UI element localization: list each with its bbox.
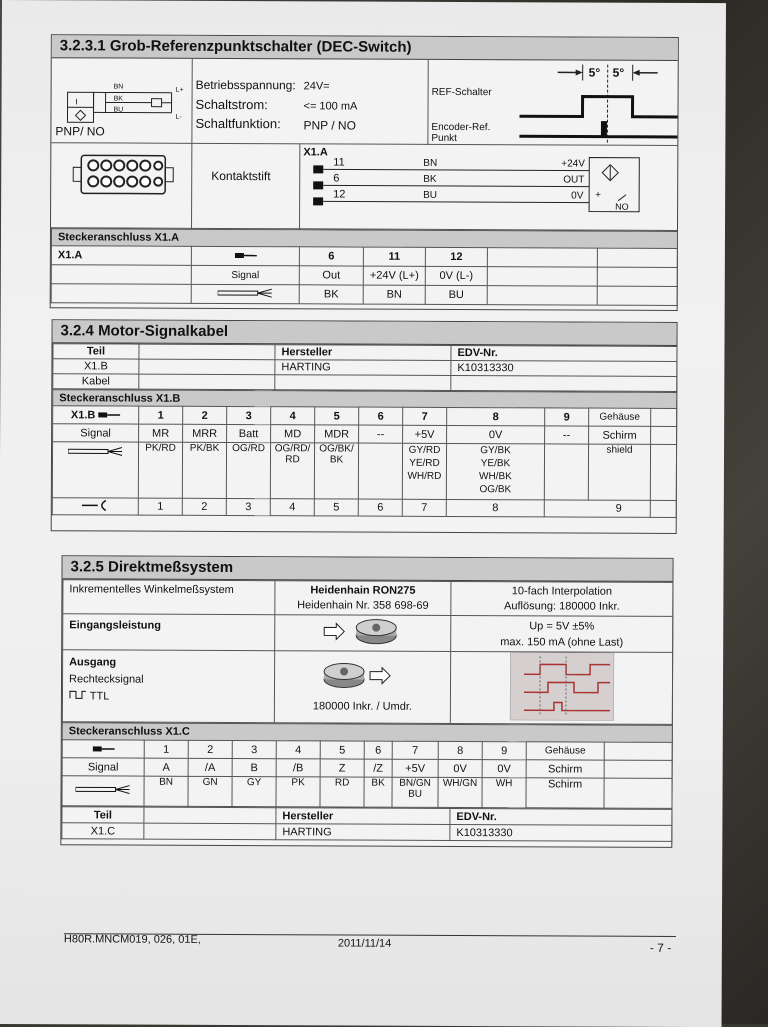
parts-hdr-edv: EDV-Nr. (451, 345, 677, 361)
lplus-label: L+ (176, 87, 184, 94)
x1c-color: Schirm (526, 778, 604, 808)
current-label: Schaltstrom: (196, 97, 268, 112)
plug-icon (92, 744, 114, 752)
section-title: 3.2.3.1 Grob-Referenzpunktschalter (DEC-Switch) (52, 35, 678, 61)
x1b-color: GY/BK YE/BK WH/BK OG/BK (446, 443, 544, 499)
x1b-color-empty (358, 443, 402, 499)
sensor-plus-label: + (595, 190, 601, 201)
pin-11-label: 11 (333, 156, 344, 168)
x1b-pin: 1 (139, 406, 183, 424)
x1b-bottom-pin: 3 (226, 498, 270, 515)
parts-hdr-empty (139, 344, 275, 360)
x1a-connector-header: Steckeranschluss X1.A (51, 229, 677, 249)
x1a-connector-table (51, 228, 677, 306)
x1c-pin: 8 (438, 741, 482, 759)
x1a-signal-label: Signal (191, 265, 299, 284)
lminus-label: L- (175, 114, 181, 121)
x1c-color: BK (364, 777, 392, 807)
pin-6-color: BK (423, 174, 436, 185)
x1c-pin: 2 (188, 740, 232, 758)
x1a-color-bu: BU (425, 285, 487, 304)
cable-icon-cell (191, 284, 299, 303)
x1b-signal: 0V (447, 425, 545, 443)
function-value: PNP / NO (303, 118, 356, 132)
output-image-cell (274, 651, 450, 724)
x1a-empty-cell (487, 248, 597, 267)
x1b-pins-label-cell (53, 406, 139, 424)
motor-cable-parts-table (52, 343, 677, 392)
x1c-signal-label: Signal (62, 758, 144, 776)
connector-pins-icon (51, 143, 191, 228)
plug-icon-cell (62, 740, 144, 758)
x1c-signal: +5V (392, 759, 438, 777)
section-dec-switch (50, 34, 679, 311)
x1a-signal-0v: 0V (L-) (425, 266, 487, 285)
x1b-color: OG/RD (226, 442, 270, 498)
x1b-pin: 6 (359, 407, 403, 425)
x1a-pin-11: 11 (363, 247, 425, 266)
section-title: 3.2.5 Direktmeßsystem (62, 556, 672, 582)
resolution-label: Auflösung: 180000 Inkr. (453, 598, 670, 614)
x1b-pin: 7 (403, 407, 447, 425)
cable-icon (75, 784, 131, 794)
x1c-pin: 4 (276, 741, 320, 759)
switch-specs-cell (191, 59, 428, 145)
x1c-connector-header: Steckeranschluss X1.C (62, 723, 672, 743)
x1b-pin: 8 (447, 407, 545, 425)
x1b-pin: 5 (315, 407, 359, 425)
x1b-color: OG/RD/ RD (270, 443, 314, 499)
parts-empty (275, 375, 451, 391)
measuring-system-table (62, 579, 674, 725)
x1c-pin: 1 (144, 740, 188, 758)
x1b-signal: Schirm (589, 426, 651, 444)
signal-diagram-cell (450, 651, 672, 724)
encoder-point-label: Punkt (431, 133, 457, 144)
square-wave-icon (69, 689, 87, 699)
x1a-empty-cell (597, 286, 677, 305)
x1c-color: WH (482, 778, 526, 808)
sensor-0v-label: 0V (571, 190, 583, 201)
parts-hdr-hersteller: Hersteller (276, 808, 450, 825)
wire-bn-label: BN (114, 83, 124, 90)
x1b-pin: 9 (545, 408, 589, 426)
x1c-empty (604, 778, 672, 808)
encoder-output-icon (317, 661, 407, 691)
x1b-empty (650, 500, 676, 517)
part-x1b-edv: K10313330 (451, 360, 677, 376)
ttl-label: TTL (90, 690, 110, 702)
pin-6-label: 6 (333, 172, 339, 184)
x1a-color-bk: BK (299, 285, 363, 304)
x1c-pin: 3 (232, 741, 276, 759)
part-x1c-edv: K10313330 (450, 824, 672, 841)
function-label: Schaltfunktion: (195, 116, 280, 131)
cable-icon-cell (62, 776, 144, 806)
x1c-color: GY (232, 777, 276, 807)
input-image-cell (275, 615, 451, 652)
x1b-signal: MDR (315, 425, 359, 443)
parts-empty (451, 375, 677, 391)
x1c-signal: Schirm (526, 760, 604, 778)
x1c-signal: /A (188, 758, 232, 776)
x1c-empty (604, 760, 672, 778)
parts-hdr-empty (144, 807, 276, 824)
part-x1b-manufacturer: HARTING (275, 360, 451, 376)
interpolation-cell (451, 581, 673, 616)
x1c-signal: B (232, 759, 276, 777)
x1b-pin-housing: Gehäuse (589, 408, 651, 426)
pin-12-label: 12 (333, 188, 345, 200)
plug-icon-cell (191, 246, 299, 265)
parts-empty (144, 823, 276, 840)
x1c-signal: /Z (364, 759, 392, 777)
parts-hdr-edv: EDV-Nr. (450, 808, 672, 825)
x1b-signal: -- (545, 426, 589, 444)
switch-schematic-cell (51, 58, 192, 144)
section-direct-measuring (60, 555, 673, 848)
x1a-color-bn: BN (363, 285, 425, 304)
supply-voltage: Up = 5V ±5% (453, 617, 670, 634)
x1a-pin-6: 6 (299, 247, 363, 266)
x1b-color: PK/RD (138, 442, 182, 498)
x1c-color: BN/GN BU (392, 777, 438, 807)
x1c-color: GN (188, 776, 232, 806)
x1c-pin: 9 (482, 742, 526, 760)
ttl-cell (69, 688, 272, 706)
connector-image-cell (51, 143, 192, 229)
x1a-pin-12: 12 (425, 247, 487, 266)
x1b-bottom-pin: 8 (446, 499, 544, 516)
x1b-pin: 3 (227, 406, 271, 424)
x1b-signal: MRR (183, 424, 227, 442)
output-label: Ausgang (69, 654, 272, 672)
x1b-signal-label: Signal (53, 424, 139, 442)
x1b-signal: MD (271, 425, 315, 443)
ref-switch-label: REF-Schalter (432, 87, 492, 98)
contact-pin-label: Kontaktstift (211, 169, 270, 183)
x1b-signal: +5V (403, 425, 447, 443)
part-x1c: X1.C (62, 823, 144, 839)
x1c-pin-housing: Gehäuse (526, 742, 604, 760)
x1b-color: GY/RD YE/RD WH/RD (402, 443, 446, 499)
parts-hdr-hersteller: Hersteller (275, 345, 451, 361)
footer-page-number: - 7 - (650, 941, 671, 955)
increments-label: 180000 Inkr. / Umdr. (277, 700, 448, 713)
x1b-pins-label: X1.B (71, 409, 96, 421)
parts-hdr-teil: Teil (62, 807, 144, 823)
timing-cell (427, 60, 677, 146)
encoder-model: Heidenhain RON275 (277, 583, 448, 599)
section-title: 3.2.4 Motor-Signalkabel (53, 320, 677, 346)
x1c-color: WH/GN (438, 777, 482, 807)
wiring-cell (299, 144, 677, 231)
sensor-out-label: OUT (563, 174, 584, 185)
plug-icon (98, 410, 120, 418)
x1b-color: OG/BK/ BK (314, 443, 358, 499)
plug-icon (234, 251, 256, 259)
x1a-empty-cell (597, 267, 677, 286)
x1b-bottom-pin: 7 (402, 499, 446, 516)
x1b-connector-header: Steckeranschluss X1.B (53, 390, 677, 409)
degree-label-2: 5° (613, 66, 625, 80)
part-cable: Kabel (53, 374, 139, 389)
x1c-color: RD (320, 777, 364, 807)
x1c-signal: Z (320, 759, 364, 777)
x1c-signal: /B (276, 759, 320, 777)
contact-pin-cell (191, 144, 300, 229)
footer-doc-id: H80R.MNCM019, 026, 01E, (64, 933, 201, 946)
current-value: <= 100 mA (304, 100, 358, 112)
x1b-empty (650, 444, 676, 500)
solder-icon-cell (52, 498, 138, 515)
sensor-24v-label: +24V (561, 158, 585, 169)
parts-empty (139, 359, 275, 375)
part-x1c-manufacturer: HARTING (276, 824, 450, 841)
pin-11-color: BN (423, 158, 437, 169)
timing-diagram (427, 60, 677, 145)
x1b-bottom-pin: 2 (182, 498, 226, 515)
supply-value: 24V= (304, 80, 330, 92)
parts-empty (139, 374, 275, 390)
x1c-color: PK (276, 777, 320, 807)
sensor-no-label: NO (615, 202, 629, 212)
x1c-signal: 0V (482, 760, 526, 778)
output-cell (62, 650, 274, 723)
x1b-color-empty (544, 444, 588, 500)
footer-date: 2011/11/14 (338, 937, 391, 949)
x1b-pin: 2 (183, 406, 227, 424)
x1a-signal-24v: +24V (L+) (363, 266, 425, 285)
parts-hdr-teil: Teil (53, 344, 139, 359)
x1a-empty-cell (487, 267, 597, 286)
svg-text:I: I (76, 97, 78, 106)
x1b-pin: 4 (271, 407, 315, 425)
degree-label-1: 5° (589, 66, 601, 80)
x1a-label: X1.A (303, 146, 328, 158)
part-x1b: X1.B (53, 359, 139, 374)
encoder-ref-label: Encoder-Ref. (431, 122, 490, 133)
section-motor-signal-cable (51, 319, 678, 534)
x1c-pin: 7 (392, 741, 438, 759)
encoder-part-no: Heidenhain Nr. 358 698-69 (277, 598, 448, 614)
x1b-signal: MR (139, 424, 183, 442)
x1b-signal: -- (359, 425, 403, 443)
x1a-signal-out: Out (299, 266, 363, 285)
x1c-signal: 0V (438, 759, 482, 777)
solder-cup-icon (81, 499, 109, 511)
cable-icon (68, 446, 124, 456)
x1a-row-label: X1.A (51, 246, 191, 266)
x1b-empty (651, 408, 677, 426)
x1b-bottom-pin: 6 (358, 499, 402, 516)
x1a-empty-cell (51, 265, 191, 285)
x1b-connector-table (52, 389, 678, 518)
wiring-diagram (299, 144, 677, 230)
x1b-bottom-pin: 5 (314, 499, 358, 516)
x1c-pin: 5 (320, 741, 364, 759)
wire-bk-label: BK (114, 95, 123, 102)
input-power-label: Eingangsleistung (63, 614, 275, 651)
supply-label: Betriebsspannung: (196, 78, 296, 92)
cable-icon-cell (52, 442, 138, 498)
wire-bu-label: BU (114, 106, 124, 113)
x1b-color: shield (588, 444, 650, 500)
x1b-signal: Batt (227, 424, 271, 442)
square-signal-label: Rechtecksignal (69, 671, 272, 689)
cable-icon (217, 287, 273, 297)
encoder-cell (275, 581, 451, 616)
power-spec-cell (451, 615, 673, 652)
supply-current: max. 150 mA (ohne Last) (453, 633, 670, 650)
pin-12-color: BU (423, 190, 437, 201)
signal-timing-diagram (509, 652, 613, 720)
measuring-desc: Inkrementelles Winkelmeßsystem (63, 580, 275, 615)
encoder-input-icon (318, 615, 408, 647)
x1c-empty (604, 742, 672, 760)
x1b-bottom-pin: 4 (270, 499, 314, 516)
x1c-connector-table (61, 722, 673, 809)
x1b-bottom-pin: 1 (138, 498, 182, 515)
x1b-empty (651, 426, 677, 444)
x1c-pin: 6 (364, 741, 392, 759)
x1c-parts-table (61, 806, 672, 842)
x1c-color: BN (144, 776, 188, 806)
pnp-no-label: PNP/ NO (55, 124, 104, 138)
x1b-color: PK/BK (182, 442, 226, 498)
x1b-bottom-pin: 9 (544, 500, 650, 517)
x1a-empty-cell (487, 286, 597, 305)
x1c-signal: A (144, 758, 188, 776)
x1a-empty-cell (597, 248, 677, 267)
interpolation-label: 10-fach Interpolation (453, 583, 670, 599)
x1a-empty-cell (51, 284, 191, 304)
